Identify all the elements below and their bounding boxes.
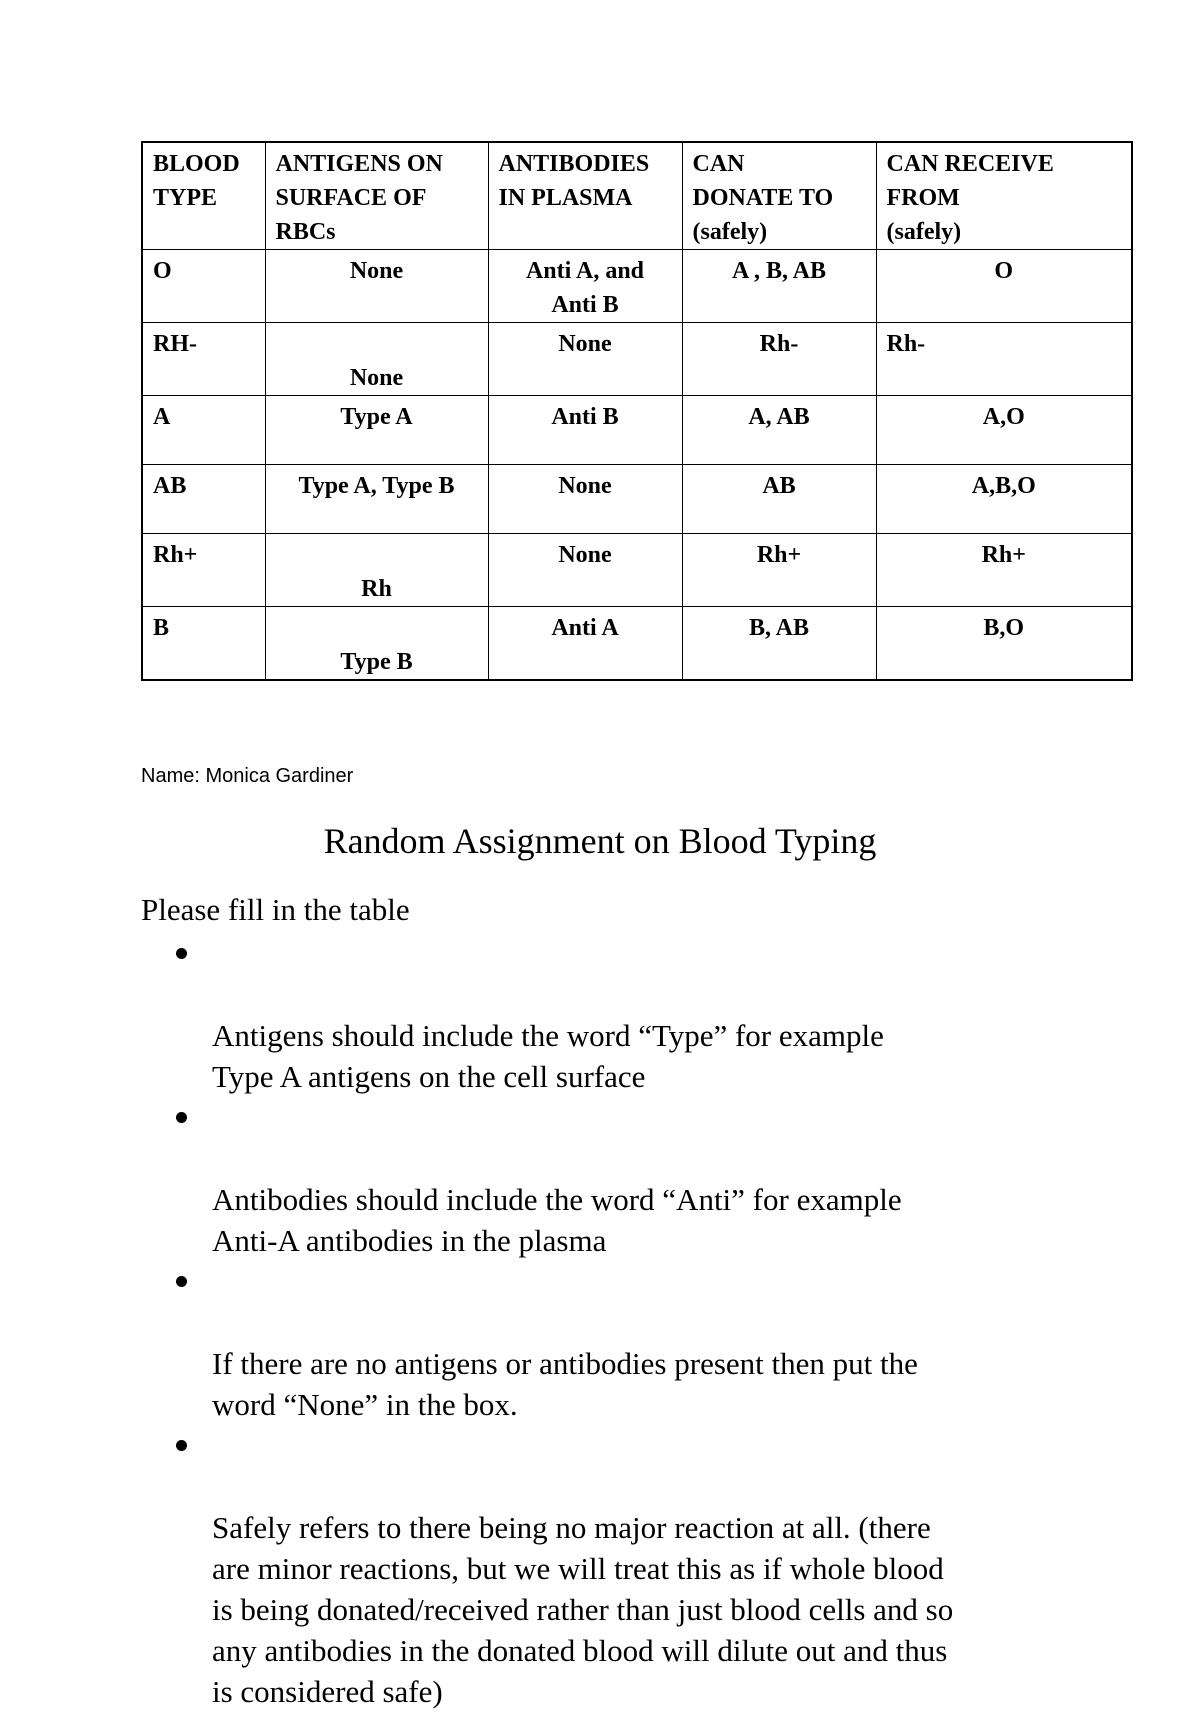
header-antigens: ANTIGENS ON SURFACE OF RBCs (265, 142, 488, 250)
page-title: Random Assignment on Blood Typing (323, 821, 877, 861)
list-item (170, 933, 1070, 1097)
cell-antibodies: Anti A (488, 607, 682, 681)
cell-can-receive-from: B,O (876, 607, 1132, 681)
cell-antigens: None (265, 323, 488, 396)
cell-blood-type: A (142, 396, 265, 465)
cell-blood-type: O (142, 250, 265, 323)
cell-antibodies: None (488, 465, 682, 534)
cell-can-donate-to: Rh- (682, 323, 876, 396)
cell-antigens: Type A (265, 396, 488, 465)
cell-antigens: None (265, 250, 488, 323)
table-row (142, 607, 1132, 681)
cell-can-receive-from: Rh- (876, 323, 1132, 396)
instructions-list (170, 933, 1070, 1712)
instructions-lead: Please fill in the table (141, 892, 410, 927)
table-row (142, 465, 1132, 534)
list-item (170, 1097, 1070, 1261)
table-row (142, 396, 1132, 465)
header-can-receive-from: CAN RECEIVE FROM (safely) (876, 142, 1132, 250)
cell-antibodies: None (488, 323, 682, 396)
table-row (142, 323, 1132, 396)
list-item (170, 1425, 1070, 1712)
header-blood-type: BLOOD TYPE (142, 142, 265, 250)
cell-can-donate-to: A, AB (682, 396, 876, 465)
bullet-icon (176, 1276, 187, 1287)
cell-antigens: Type A, Type B (265, 465, 488, 534)
cell-can-donate-to: Rh+ (682, 534, 876, 607)
cell-blood-type: AB (142, 465, 265, 534)
table-row (142, 534, 1132, 607)
header-can-donate-to: CAN DONATE TO (safely) (682, 142, 876, 250)
bullet-icon (176, 1440, 187, 1451)
bullet-icon (176, 1112, 187, 1123)
table-header-row (142, 142, 1132, 250)
cell-antigens: Rh (265, 534, 488, 607)
cell-blood-type: Rh+ (142, 534, 265, 607)
cell-can-receive-from: A,B,O (876, 465, 1132, 534)
list-item-text: Safely refers to there being no major reaction at all. (there are minor reactions, but we will treat this as if whole blood is being donated/received rather than just blood cells and so any antibodies in the donated blood will dilute out and thus is considered safe) (212, 1510, 954, 1709)
list-item (170, 1261, 1070, 1425)
cell-antibodies: Anti A, and Anti B (488, 250, 682, 323)
cell-can-receive-from: A,O (876, 396, 1132, 465)
list-item-text: Antigens should include the word “Type” for example Type A antigens on the cell surface (212, 1018, 884, 1094)
blood-typing-table (141, 141, 1133, 681)
cell-can-receive-from: Rh+ (876, 534, 1132, 607)
cell-can-donate-to: A , B, AB (682, 250, 876, 323)
cell-antibodies: None (488, 534, 682, 607)
student-name: Name: Monica Gardiner (141, 765, 354, 787)
cell-can-receive-from: O (876, 250, 1132, 323)
list-item-text: Antibodies should include the word “Anti” for example Anti-A antibodies in the plasma (212, 1182, 902, 1258)
cell-can-donate-to: B, AB (682, 607, 876, 681)
header-antibodies: ANTIBODIES IN PLASMA (488, 142, 682, 250)
cell-antigens: Type B (265, 607, 488, 681)
cell-blood-type: B (142, 607, 265, 681)
list-item-text: If there are no antigens or antibodies present then put the word “None” in the box. (212, 1346, 918, 1422)
table-row (142, 250, 1132, 323)
cell-antibodies: Anti B (488, 396, 682, 465)
bullet-icon (176, 948, 187, 959)
cell-can-donate-to: AB (682, 465, 876, 534)
cell-blood-type: RH- (142, 323, 265, 396)
